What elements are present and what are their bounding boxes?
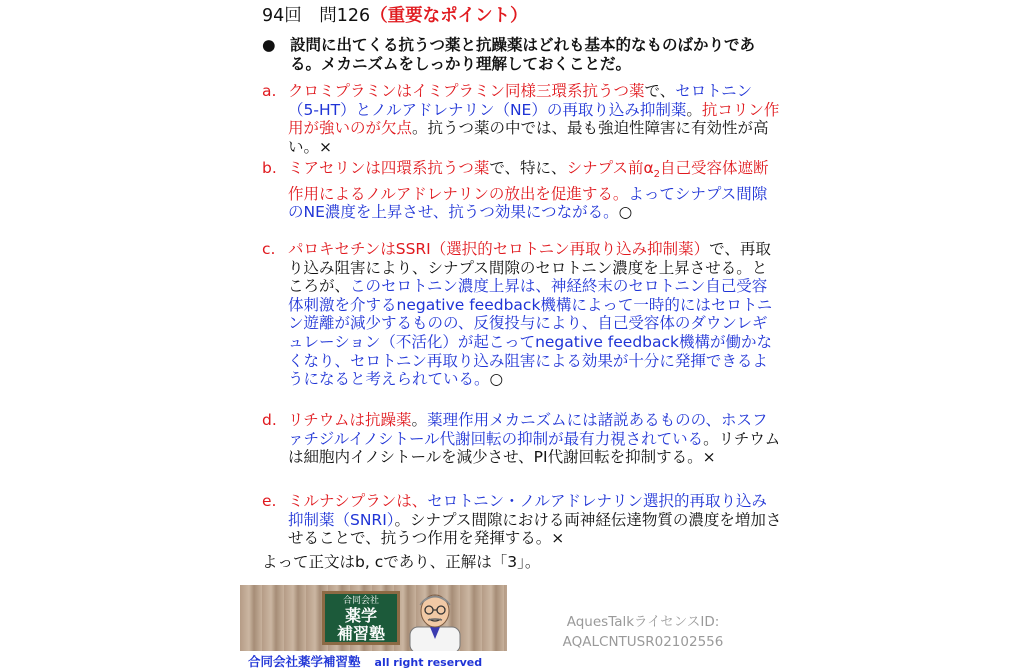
item-body: [288, 159, 782, 222]
logo-line-2: 薬学: [344, 606, 377, 625]
item-marker: d.: [262, 411, 277, 429]
bullet-dot-icon: ●: [262, 36, 276, 54]
item-segment: 。: [686, 100, 702, 119]
item-body: [288, 492, 782, 548]
item-segment: セロトニン（5-HT）とノルアドレナリン（NE）の再取り込み抑制薬: [288, 82, 753, 119]
answer-item-d: [262, 411, 782, 467]
logo-chalkboard: [322, 591, 400, 645]
item-segment: 自己受容体遮断作用によるノルアドレナリンの放出を促進する。: [288, 159, 769, 203]
license-line-2: AQALCNTUSR02102556: [562, 634, 724, 650]
answer-item-c: [262, 240, 782, 389]
item-segment: シナプス前α: [566, 159, 654, 177]
item-segment-subscript: 2: [653, 169, 661, 181]
item-segment: 。: [411, 411, 428, 429]
item-segment: ミアセリンは四環系抗うつ薬: [288, 159, 490, 177]
item-segment: このセロトニン濃度上昇は、神経終末のセロトニン自己受容体刺激を介するnegative feedback機構によって一時的にはセロトニン遊離が減少するものの、反復投与により、自己受容体のダウンレギュレーション（不活化）が起こってnegative feedback機構が働かなくなり、セロトニン再取り込み阻害による効果が十分に発揮できるようになると考えられている。: [288, 277, 773, 389]
title-prefix: 94回 問126: [262, 6, 371, 26]
logo-line-3: 補習塾: [336, 624, 385, 643]
item-segment: よってシナプス間隙のNE濃度を上昇させ、抗うつ効果につながる。: [288, 184, 768, 222]
title-highlight: （重要なポイント）: [370, 6, 528, 26]
item-segment: ○: [618, 203, 633, 222]
item-body: [288, 411, 782, 467]
company-logo: [240, 585, 507, 651]
teacher-illustration-icon: [400, 587, 470, 651]
item-marker: a.: [262, 82, 277, 100]
logo-line-1: 合同会社: [342, 596, 379, 606]
item-segment: で、: [644, 82, 676, 100]
item-segment: 。リチウムは細胞内イノシトールを減少させ、PI代謝回転を抑制する。×: [288, 429, 781, 467]
item-segment: 。抗うつ薬の中では、最も強迫性障害に有効性が高い。×: [288, 119, 769, 156]
item-marker: b.: [262, 159, 277, 177]
item-body: [288, 82, 782, 156]
intro-bullet: [262, 36, 782, 73]
item-body: [288, 240, 782, 389]
answer-item-a: [262, 82, 782, 156]
footer-company: 合同会社薬学補習塾: [248, 654, 361, 669]
item-segment: クロミプラミンはイミプラミン同様三環系抗うつ薬: [288, 82, 645, 100]
footer-copyright: [248, 654, 482, 671]
page-title: [262, 4, 528, 28]
intro-text: 設問に出てくる抗うつ薬と抗躁薬はどれも基本的なものばかりである。メカニズムをしっかり理解しておくことだ。: [290, 36, 756, 73]
answer-item-b: [262, 159, 782, 222]
answer-item-e: [262, 492, 782, 548]
item-segment: セロトニン・ノルアドレナリン選択的再取り込み抑制薬（SNRI）: [288, 492, 767, 529]
item-segment: で、特に、: [489, 159, 567, 177]
item-segment: ミルナシプランは、: [288, 492, 428, 510]
item-segment: リチウムは抗躁薬: [288, 411, 412, 429]
item-segment: ○: [489, 370, 504, 389]
item-marker: c.: [262, 240, 276, 258]
license-line-1: AquesTalkライセンスID:: [566, 614, 720, 630]
item-segment: 薬理作用メカニズムには諸説あるものの、ホスファチジルイノシトール代謝回転の抑制が最有力視されている: [288, 411, 768, 448]
conclusion-text: よって正文はb, cであり、正解は「3」。: [262, 553, 541, 571]
item-segment: 。シナプス間隙における両神経伝達物質の濃度を増加させることで、抗うつ作用を発揮する。×: [288, 510, 782, 548]
item-segment: で、再取り込み阻害により、シナプス間隙のセロトニン濃度を上昇させる。ところが、: [288, 240, 771, 296]
item-segment: 抗コリン作用が強いのが欠点: [288, 100, 780, 138]
footer-rights: all right reserved: [374, 656, 483, 669]
license-info: [548, 612, 738, 652]
item-marker: e.: [262, 492, 277, 510]
item-segment: パロキセチンはSSRI（選択的セロトニン再取り込み抑制薬）: [288, 240, 710, 258]
